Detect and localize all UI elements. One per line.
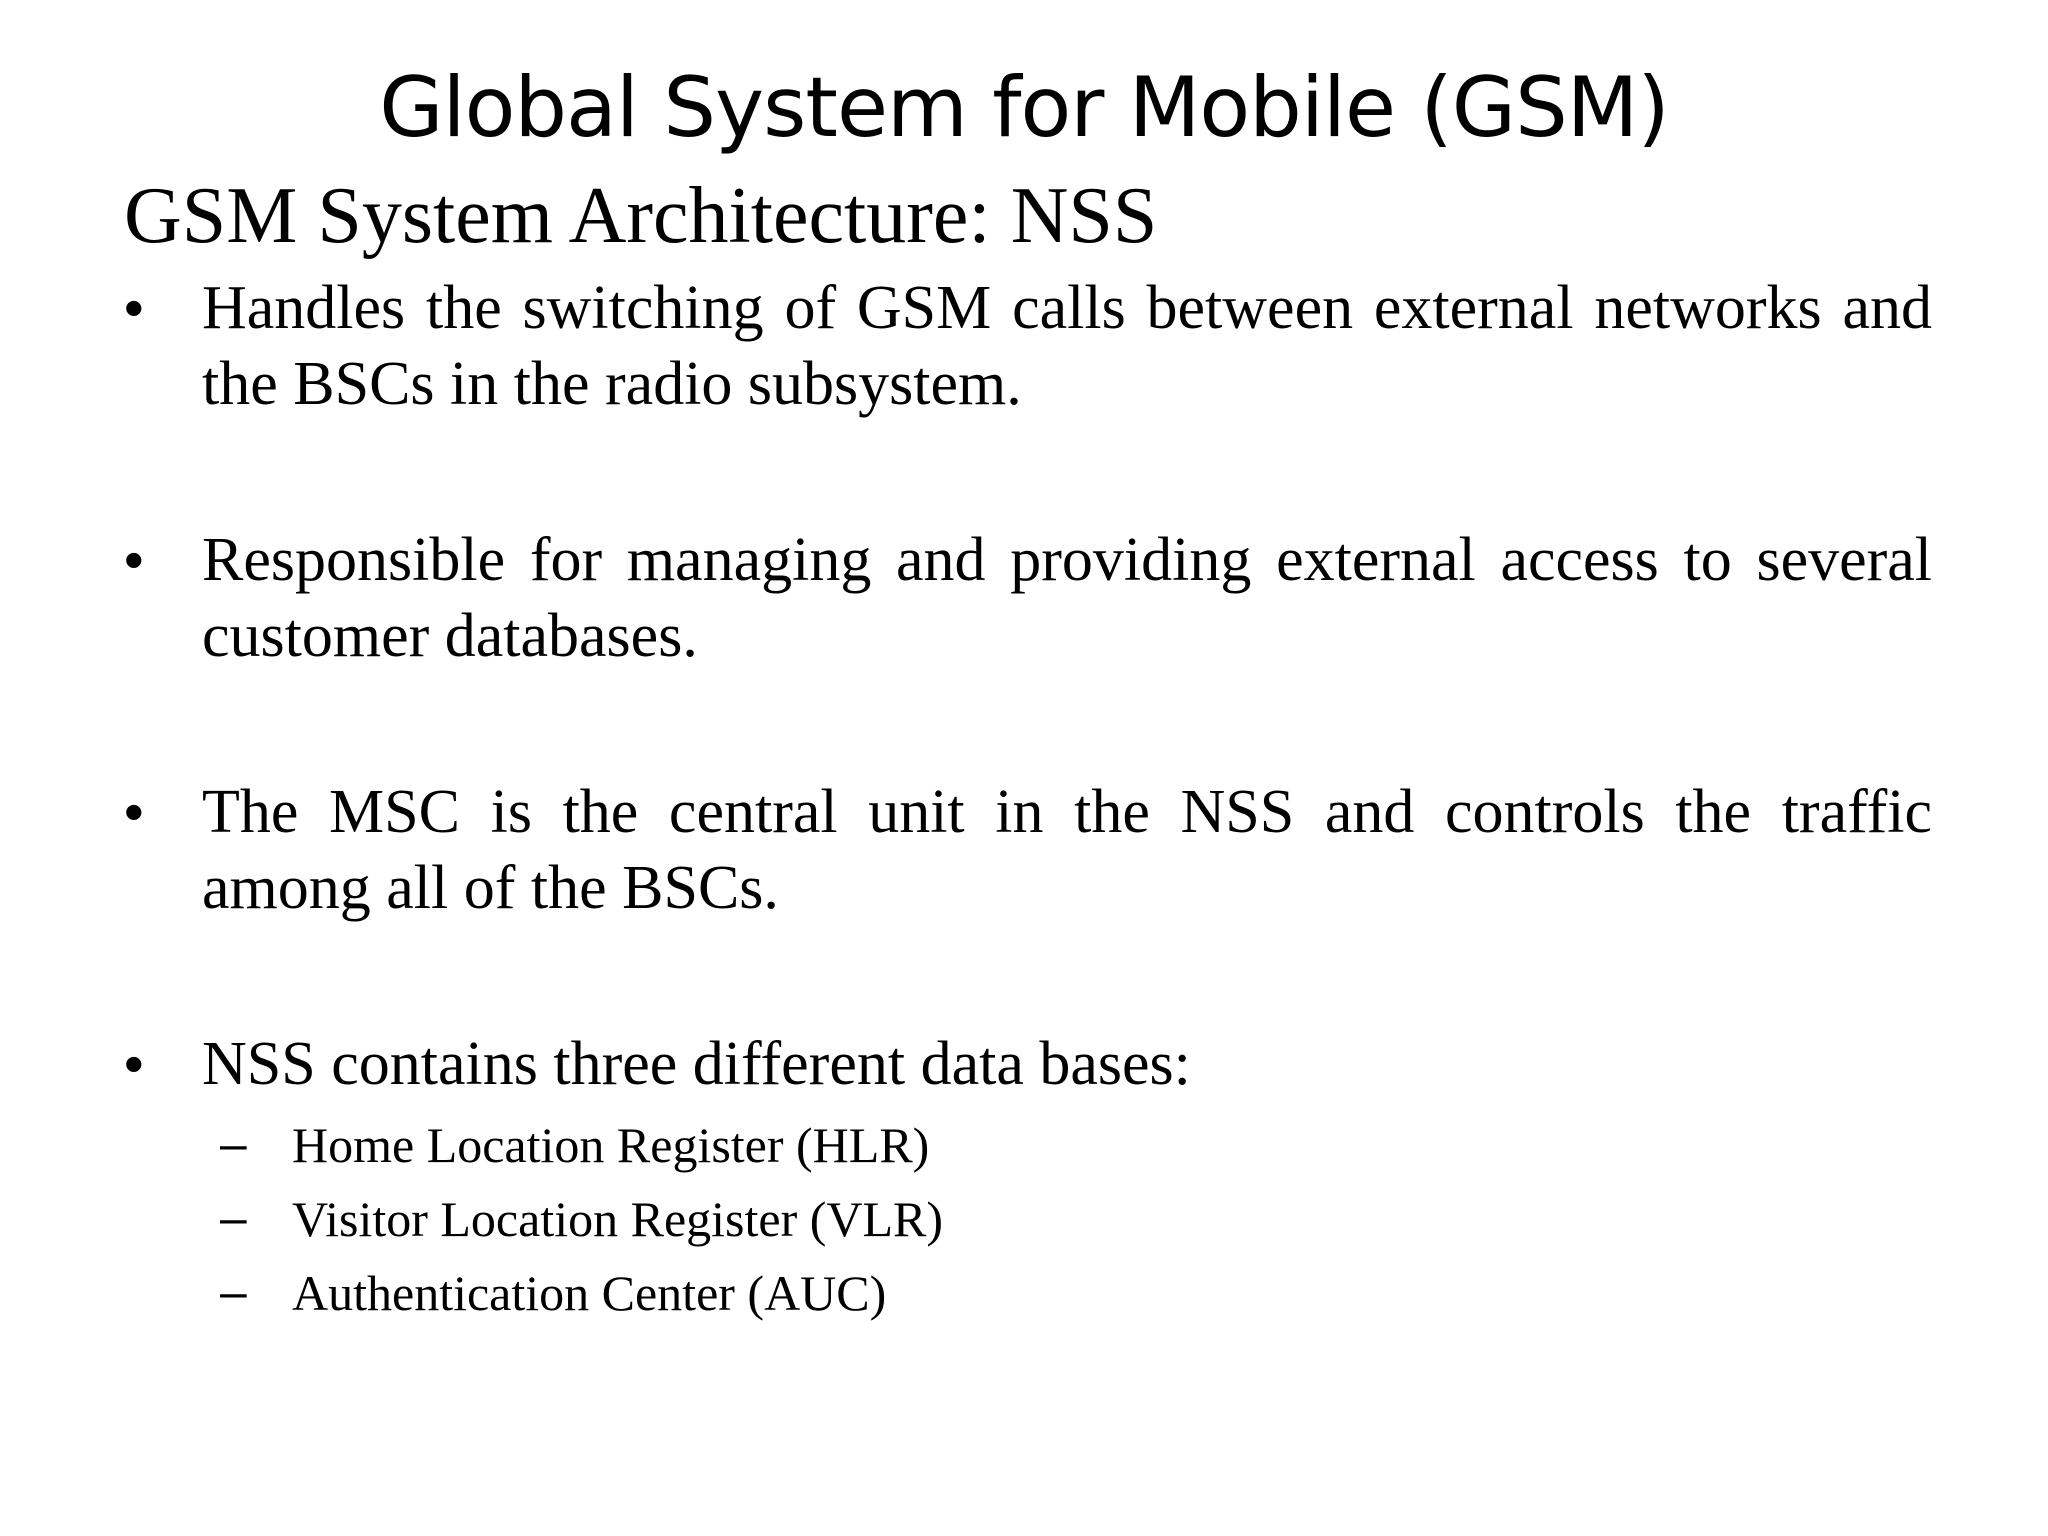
sub-bullet-text: Visitor Location Register (VLR): [292, 1191, 944, 1247]
bullet-item: [124, 522, 1932, 674]
bullet-text: The MSC is the central unit in the NSS and controls the traffic among all of the BSCs.: [202, 778, 1932, 922]
bullet-item: [124, 774, 1932, 926]
sub-bullet-marker: –: [220, 1118, 247, 1171]
bullet-marker: •: [124, 528, 144, 591]
bullet-text: Responsible for managing and providing external access to several customer databases.: [202, 526, 1932, 670]
sub-bullet-marker: –: [220, 1192, 247, 1245]
bullet-item: [124, 270, 1932, 422]
sub-bullet-item: [202, 1256, 1932, 1330]
bullet-marker: •: [124, 780, 144, 843]
bullet-text: NSS contains three different data bases:: [202, 1030, 1191, 1098]
bullet-item: [124, 1026, 1932, 1330]
sub-bullet-marker: –: [220, 1266, 247, 1319]
bullet-marker: •: [124, 1032, 144, 1095]
sub-bullet-text: Authentication Center (AUC): [292, 1265, 887, 1321]
bullet-list: [124, 270, 1932, 1330]
bullet-text: Handles the switching of GSM calls between external networks and the BSCs in the radio subsystem.: [202, 274, 1932, 418]
slide-title: Global System for Mobile (GSM): [379, 59, 1669, 156]
sub-bullet-item: [202, 1108, 1932, 1182]
bullet-marker: •: [124, 276, 144, 339]
sub-bullet-item: [202, 1182, 1932, 1256]
sub-bullet-text: Home Location Register (HLR): [292, 1117, 930, 1173]
sub-bullet-list: [202, 1108, 1932, 1330]
slide-subtitle: GSM System Architecture: NSS: [124, 172, 1158, 260]
